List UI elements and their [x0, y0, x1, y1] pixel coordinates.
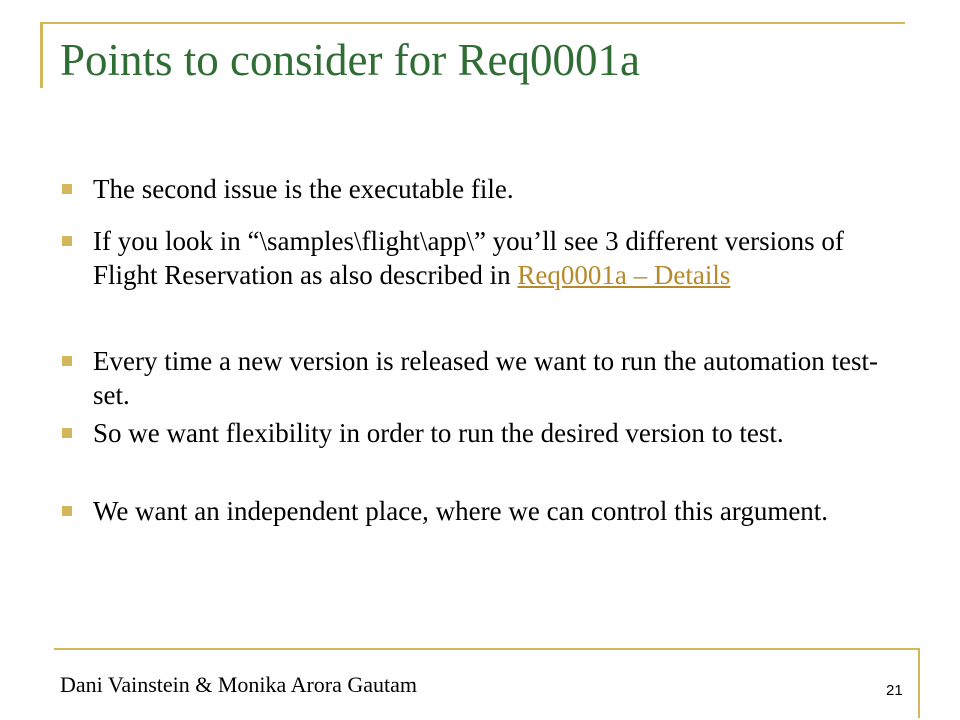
bullet-text-before-link: If you look in “\samples\flight\app\” you’ll see 3 different versions of Flight Reservation as also described in: [93, 226, 844, 290]
bullet-square-icon: [62, 236, 72, 246]
bullet-item: [62, 344, 912, 414]
frame-line-bottom-right: [918, 648, 920, 718]
footer-authors: Dani Vainstein & Monika Arora Gautam: [60, 672, 418, 697]
bullet-square-icon: [62, 506, 72, 516]
frame-line-top-left: [40, 22, 43, 88]
page-number: 21: [886, 682, 903, 699]
bullet-square-icon: [62, 428, 72, 438]
bullet-list: [62, 172, 912, 528]
bullet-text: So we want flexibility in order to run the desired version to test.: [93, 418, 784, 448]
frame-line-bottom: [54, 648, 920, 650]
bullet-text: [93, 226, 844, 290]
details-link[interactable]: Req0001a – Details: [517, 260, 731, 290]
slide-title: Points to consider for Req0001a: [60, 35, 640, 85]
bullet-item: [62, 494, 912, 528]
bullet-text: We want an independent place, where we can control this argument.: [93, 496, 829, 526]
frame-line-top: [40, 22, 905, 24]
bullet-text: Every time a new version is released we want to run the automation test-set.: [93, 346, 879, 410]
bullet-item: [62, 172, 912, 224]
bullet-item: [62, 224, 912, 344]
bullet-square-icon: [62, 356, 72, 366]
bullet-square-icon: [62, 184, 72, 194]
bullet-item: [62, 414, 912, 494]
bullet-text: The second issue is the executable file.: [93, 174, 514, 204]
